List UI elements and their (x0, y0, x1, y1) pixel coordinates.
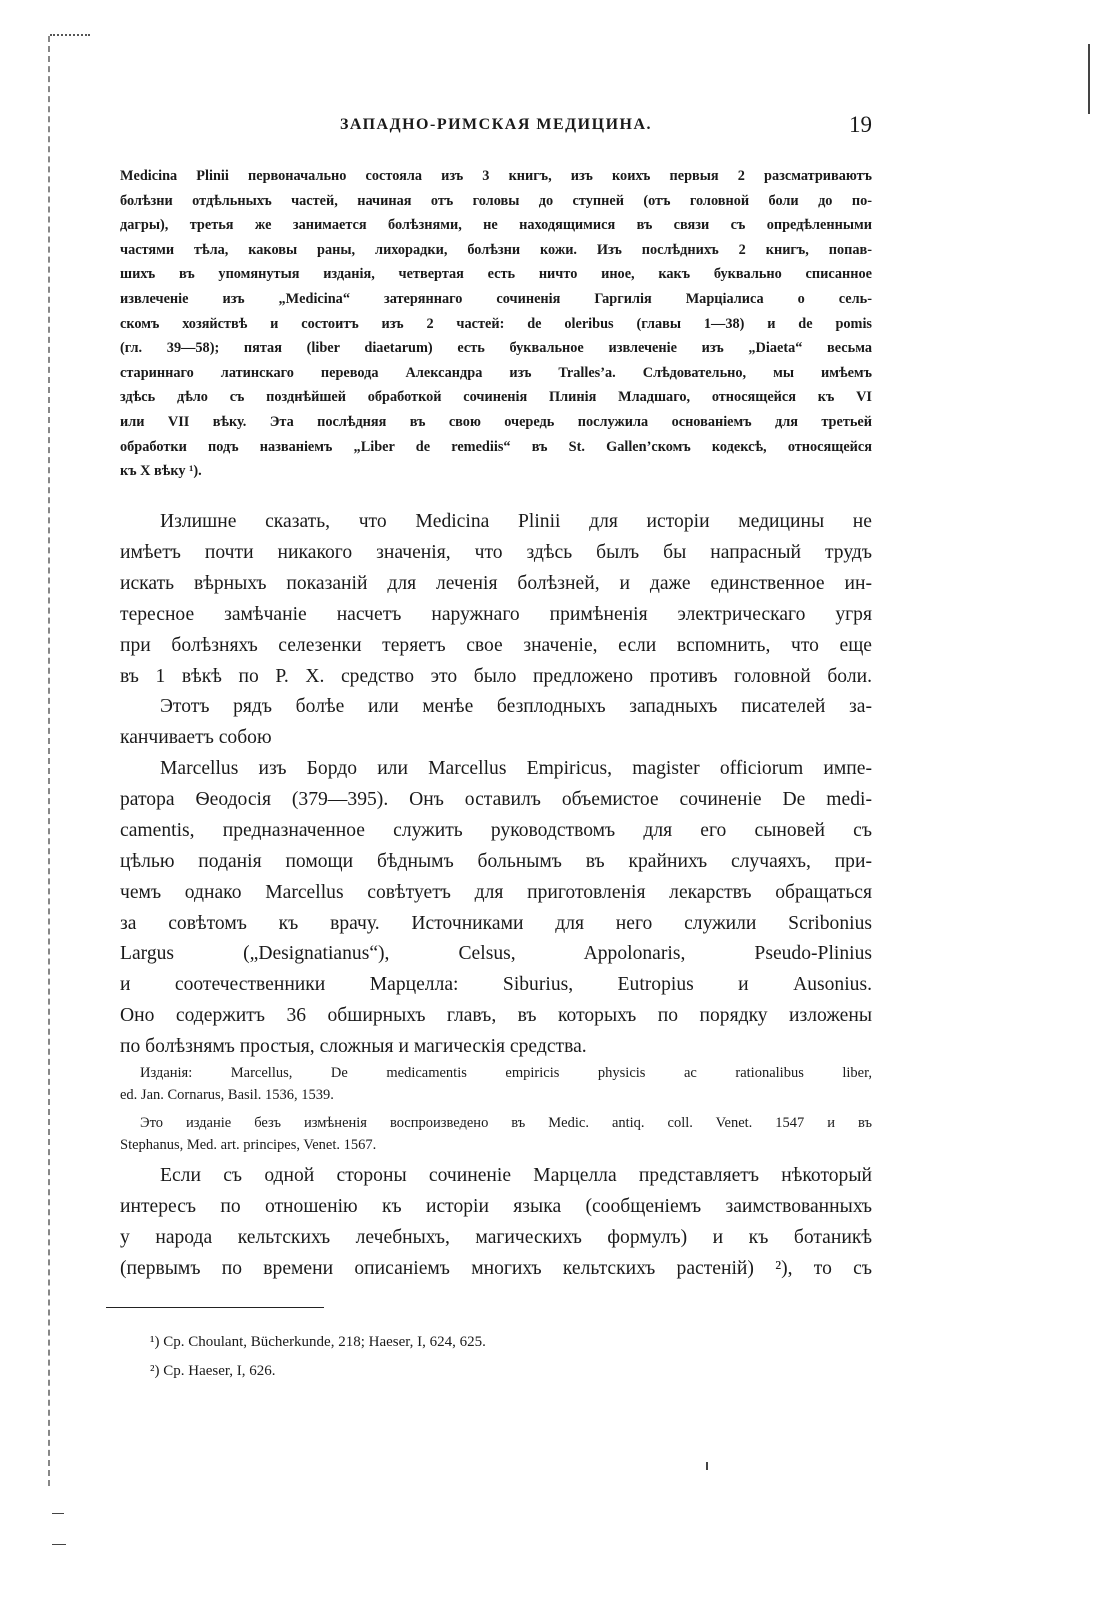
footnote-rule (106, 1307, 324, 1308)
text-line: въ 1 вѣкѣ по Р. Х. средство это было предложено противъ головной боли. (120, 665, 872, 687)
running-title: ЗАПАДНО-РИМСКАЯ МЕДИЦИНА. (339, 116, 653, 133)
text-line: шихъ въ упомянутыя изданія, четвертая есть ничто иное, какъ буквально списанное (120, 266, 872, 283)
paragraph-marcellus (120, 754, 872, 1063)
text-line: частями тѣла, каковы раны, лихорадки, болѣзни кожи. Изъ послѣднихъ 2 книгъ, попав- (120, 241, 872, 258)
scan-edge-left (48, 36, 53, 1486)
text-line: извлеченіе изъ „Medicina“ затеряннаго сочиненія Гаргилія Марціалиса о сель- (120, 290, 872, 307)
text-line: искать вѣрныхъ показаній для леченія болѣзней, и даже единственное ин- (120, 572, 872, 594)
text-line: Этотъ рядъ болѣе или менѣе безплодныхъ западныхъ писателей за- (160, 696, 872, 717)
scan-mark (52, 1544, 66, 1545)
text-line: или VII вѣку. Эта послѣдняя въ свою очередь послужила основаніемъ для третьей (120, 413, 872, 430)
footnote-2: ²) Cp. Haeser, I, 626. (150, 1363, 276, 1379)
text-line: дагры), третья же занимается болѣзнями, не находящимися въ связи съ опредѣленными (120, 217, 872, 234)
text-line: Если съ одной стороны сочиненіе Марцелла представляетъ нѣкоторый (160, 1165, 872, 1186)
text-line: обработки подъ названіемъ „Liber de remediis“ въ St. Gallen’скомъ кодексѣ, относящейся (120, 438, 872, 455)
text-line: къ X вѣку ¹). (120, 463, 202, 480)
scan-mark (52, 1513, 64, 1514)
text-line: Medicina Plinii первоначально состояла изъ 3 книгъ, изъ коихъ первыя 2 разсматриваютъ (120, 168, 872, 184)
text-line: Это изданіе безъ измѣненія воспроизведено въ Medic. antiq. coll. Venet. 1547 и въ (140, 1115, 872, 1131)
text-line: Изданія: Marcellus, De medicamentis empiricis physicis ac rationalibus liber, (140, 1065, 872, 1081)
editions-note (120, 1062, 872, 1106)
text-line: при болѣзняхъ селезенки теряетъ свое значеніе, если вспомнить, что еще (120, 634, 872, 656)
paragraph-4 (120, 1161, 872, 1285)
text-line: канчиваетъ собою (120, 726, 272, 748)
paragraph-1 (120, 507, 872, 692)
text-line: скомъ хозяйствѣ и состоитъ изъ 2 частей: de oleribus (главы 1—38) и de pomis (120, 315, 872, 332)
text-line: Largus („Designatianus“), Celsus, Appolonaris, Pseudo-Plinius (120, 943, 872, 965)
text-line: camentis, предназначенное служить руководствомъ для его сыновей съ (120, 819, 872, 841)
text-line: стариннаго латинскаго перевода Александра изъ Tralles’a. Слѣдовательно, мы имѣемъ (120, 364, 872, 381)
text-line: болѣзни отдѣльныхъ частей, начиная отъ головы до ступней (отъ головной боли до по- (120, 192, 872, 209)
paragraph-small-1 (120, 164, 872, 484)
text-line: чемъ однако Marcellus совѣтуетъ для приготовленія лекарствъ обращаться (120, 881, 872, 903)
text-line: (гл. 39—58); пятая (liber diaetarum) есть буквальное извлеченіе изъ „Diaeta“ весьма (120, 340, 872, 357)
page-number: 19 (849, 112, 872, 137)
text-line: Marcellus изъ Бордо или Marcellus Empiricus, magister officiorum импе- (160, 758, 872, 779)
text-line: и соотечественники Марцелла: Siburius, Eutropius и Ausonius. (120, 974, 872, 996)
text-line: ed. Jan. Cornarus, Basil. 1536, 1539. (120, 1087, 334, 1103)
editions-note-2 (120, 1112, 872, 1156)
text-line: Stephanus, Med. art. principes, Venet. 1567. (120, 1137, 377, 1153)
text-line: Оно содержитъ 36 обширныхъ главъ, въ которыхъ по порядку изложены (120, 1005, 872, 1027)
scan-edge-top (50, 34, 90, 42)
text-line: цѣлью поданія помощи бѣднымъ больнымъ въ крайнихъ случаяхъ, при- (120, 850, 872, 872)
text-line: по болѣзнямъ простыя, сложныя и магическія средства. (120, 1036, 587, 1058)
scan-edge-right (1088, 44, 1090, 114)
page-header (120, 112, 872, 156)
text-line: имѣетъ почти никакого значенія, что здѣсь былъ бы напрасный трудъ (120, 541, 872, 563)
text-line: у народа кельтскихъ лечебныхъ, магическихъ формулъ) и къ ботаникѣ (120, 1226, 872, 1248)
text-line: Излишне сказать, что Medicina Plinii для исторіи медицины не (160, 511, 872, 532)
text-line: здѣсь дѣло съ позднѣйшей обработкой сочиненія Плинія Младшаго, относящейся къ VI (120, 389, 872, 406)
text-line: тересное замѣчаніе насчетъ наружнаго примѣненія электрическаго угря (120, 603, 872, 625)
text-line: интересъ по отношенію къ исторіи языка (сообщеніемъ заимствованныхъ (120, 1195, 872, 1217)
scan-mark (706, 1462, 708, 1470)
text-line: за совѣтомъ къ врачу. Источниками для него служили Scribonius (120, 912, 872, 934)
paragraph-2 (120, 692, 872, 754)
text-line: (первымъ по времени описаніемъ многихъ кельтскихъ растеній) ²), то съ (120, 1257, 872, 1279)
text-line: ратора Ѳеодосія (379—395). Онъ оставилъ объемистое сочиненіе De medi- (120, 788, 872, 810)
footnote-1: ¹) Cp. Choulant, Bücherkunde, 218; Haeser, I, 624, 625. (150, 1334, 486, 1350)
